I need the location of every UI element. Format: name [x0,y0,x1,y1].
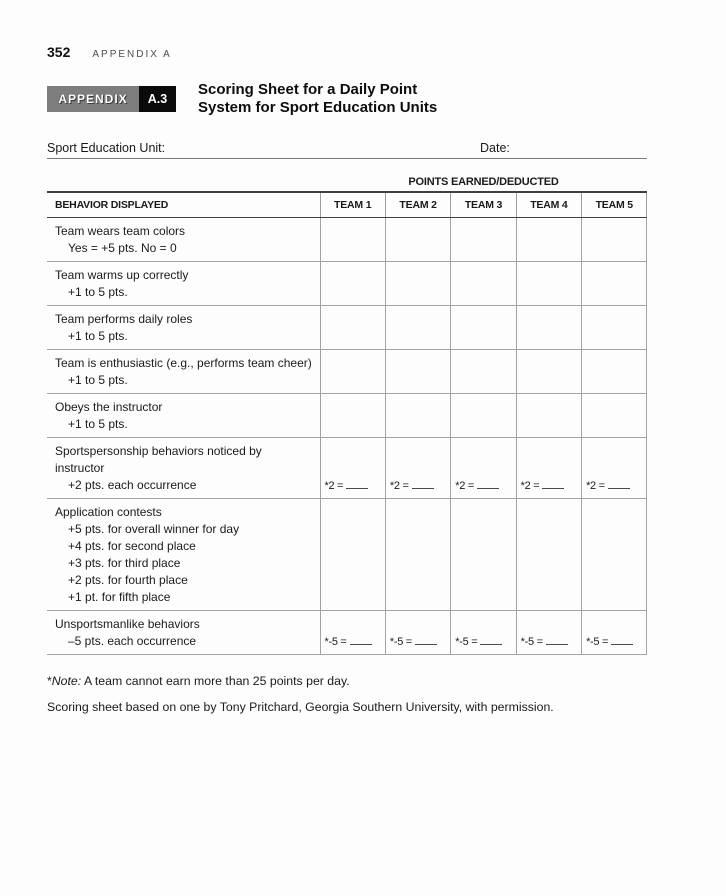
score-cell [516,499,581,611]
score-cell-label: *2 = [324,480,344,492]
score-table [47,191,647,655]
behavior-title: Team warms up correctly [55,268,189,282]
behavior-detail: +4 pts. for second place [68,539,196,553]
score-cell [320,262,385,306]
behavior-title: Team is enthusiastic (e.g., performs team cheer) [55,356,312,370]
running-head [47,44,647,60]
behavior-detail: Yes = +5 pts. No = 0 [68,241,177,255]
score-cell-label: *-5 = [586,636,609,648]
appendix-badge-number: A.3 [139,86,176,112]
column-header-team-1: TEAM 1 [320,192,385,218]
behavior-detail: +5 pts. for overall winner for day [68,522,240,536]
behavior-title: Application contests [55,505,162,519]
behavior-title: Sportspersonship behaviors noticed by instructor [55,444,262,475]
behavior-title: Unsportsmanlike behaviors [55,617,200,631]
appendix-title-line-1: Scoring Sheet for a Daily Point [198,81,418,98]
table-row [47,499,647,611]
score-cell-label: *-5 = [389,636,412,648]
score-cell [516,306,581,350]
footnote-asterisk: * [47,674,52,688]
score-cell [385,262,450,306]
behavior-detail: +2 pts. for fourth place [68,573,188,587]
table-header-row [47,192,647,218]
score-cell-label: *-5 = [520,636,543,648]
score-cell [451,611,516,655]
score-cell [320,611,385,655]
fill-in-blank [415,635,437,645]
score-cell [320,306,385,350]
fill-in-blank [546,635,568,645]
score-cell-label: *2 = [586,480,605,492]
score-cell [451,306,516,350]
behavior-title: Team wears team colors [55,224,186,238]
score-cell [582,262,647,306]
score-cell [451,218,516,262]
behavior-cell [47,611,320,655]
fill-in-blank [611,635,633,645]
score-cell [320,218,385,262]
fill-in-blank [608,479,630,489]
score-table-body [47,218,647,655]
table-row [47,611,647,655]
table-row [47,394,647,438]
column-header-team-2: TEAM 2 [385,192,450,218]
score-cell [451,262,516,306]
score-cell-label: *2 = [520,480,540,492]
behavior-cell [47,394,320,438]
behavior-detail: +1 to 5 pts. [68,417,128,431]
unit-label: Sport Education Unit: [47,141,166,155]
behavior-title: Team performs daily roles [55,312,193,326]
behavior-detail: –5 pts. each occurrence [68,634,197,648]
footnote-text: A team cannot earn more than 25 points per day. [81,674,350,688]
score-cell [320,394,385,438]
score-cell [582,394,647,438]
fill-in-blank [412,479,434,489]
behavior-detail: +1 to 5 pts. [68,285,128,299]
score-cell-label: *-5 = [455,636,478,648]
score-cell [320,350,385,394]
table-row [47,262,647,306]
score-cell [385,218,450,262]
score-cell [385,350,450,394]
column-header-team-3: TEAM 3 [451,192,516,218]
fill-in-blank [477,479,499,489]
score-cell [451,350,516,394]
score-cell [582,499,647,611]
behavior-cell [47,438,320,499]
score-cell [385,438,450,499]
footnote [47,674,647,688]
score-cell [516,438,581,499]
table-row [47,350,647,394]
score-cell [385,306,450,350]
appendix-badge-label: APPENDIX [47,86,139,112]
column-header-team-5: TEAM 5 [582,192,647,218]
appendix-title-line-2: System for Sport Education Units [198,98,438,116]
fill-in-blank [350,635,372,645]
behavior-cell [47,306,320,350]
behavior-detail: +1 pt. for fifth place [68,590,171,604]
column-header-team-4: TEAM 4 [516,192,581,218]
score-cell [516,350,581,394]
table-row [47,438,647,499]
score-cell [385,499,450,611]
appendix-header [47,81,647,116]
behavior-detail: +1 to 5 pts. [68,373,128,387]
table-row [47,306,647,350]
score-cell-label: *2 = [455,480,474,492]
table-row [47,218,647,262]
score-cell [451,499,516,611]
footnote-note-word: Note: [51,674,82,688]
score-cell [582,306,647,350]
score-cell [385,394,450,438]
page-number: 352 [47,44,71,60]
score-cell [516,611,581,655]
date-label: Date: [480,141,510,155]
score-cell [582,350,647,394]
score-cell [385,611,450,655]
behavior-detail: +1 to 5 pts. [68,329,128,343]
score-cell [516,394,581,438]
credit-line: Scoring sheet based on one by Tony Pritchard, Georgia Southern University, with permission. [47,700,554,714]
score-cell [516,218,581,262]
score-cell [320,499,385,611]
behavior-cell [47,350,320,394]
fill-in-blank [480,635,502,645]
fill-in-blank [346,479,368,489]
running-head-title: APPENDIX A [92,49,172,60]
behavior-cell [47,499,320,611]
score-cell [582,218,647,262]
score-cell [516,262,581,306]
score-cell [320,438,385,499]
fill-in-blank [542,479,564,489]
appendix-title [198,81,437,116]
score-cell-label: *2 = [389,480,409,492]
score-cell [451,394,516,438]
score-cell-label: *-5 = [324,636,347,648]
points-group-header: POINTS EARNED/DEDUCTED [408,176,559,188]
column-header-behavior: BEHAVIOR DISPLAYED [47,192,320,218]
appendix-badge [47,86,176,112]
unit-date-fill-line [47,141,647,159]
behavior-title: Obeys the instructor [55,400,163,414]
score-cell [582,438,647,499]
behavior-detail: +3 pts. for third place [68,556,181,570]
behavior-cell [47,218,320,262]
score-cell [582,611,647,655]
behavior-cell [47,262,320,306]
behavior-detail: +2 pts. each occurrence [68,478,197,492]
score-cell [451,438,516,499]
